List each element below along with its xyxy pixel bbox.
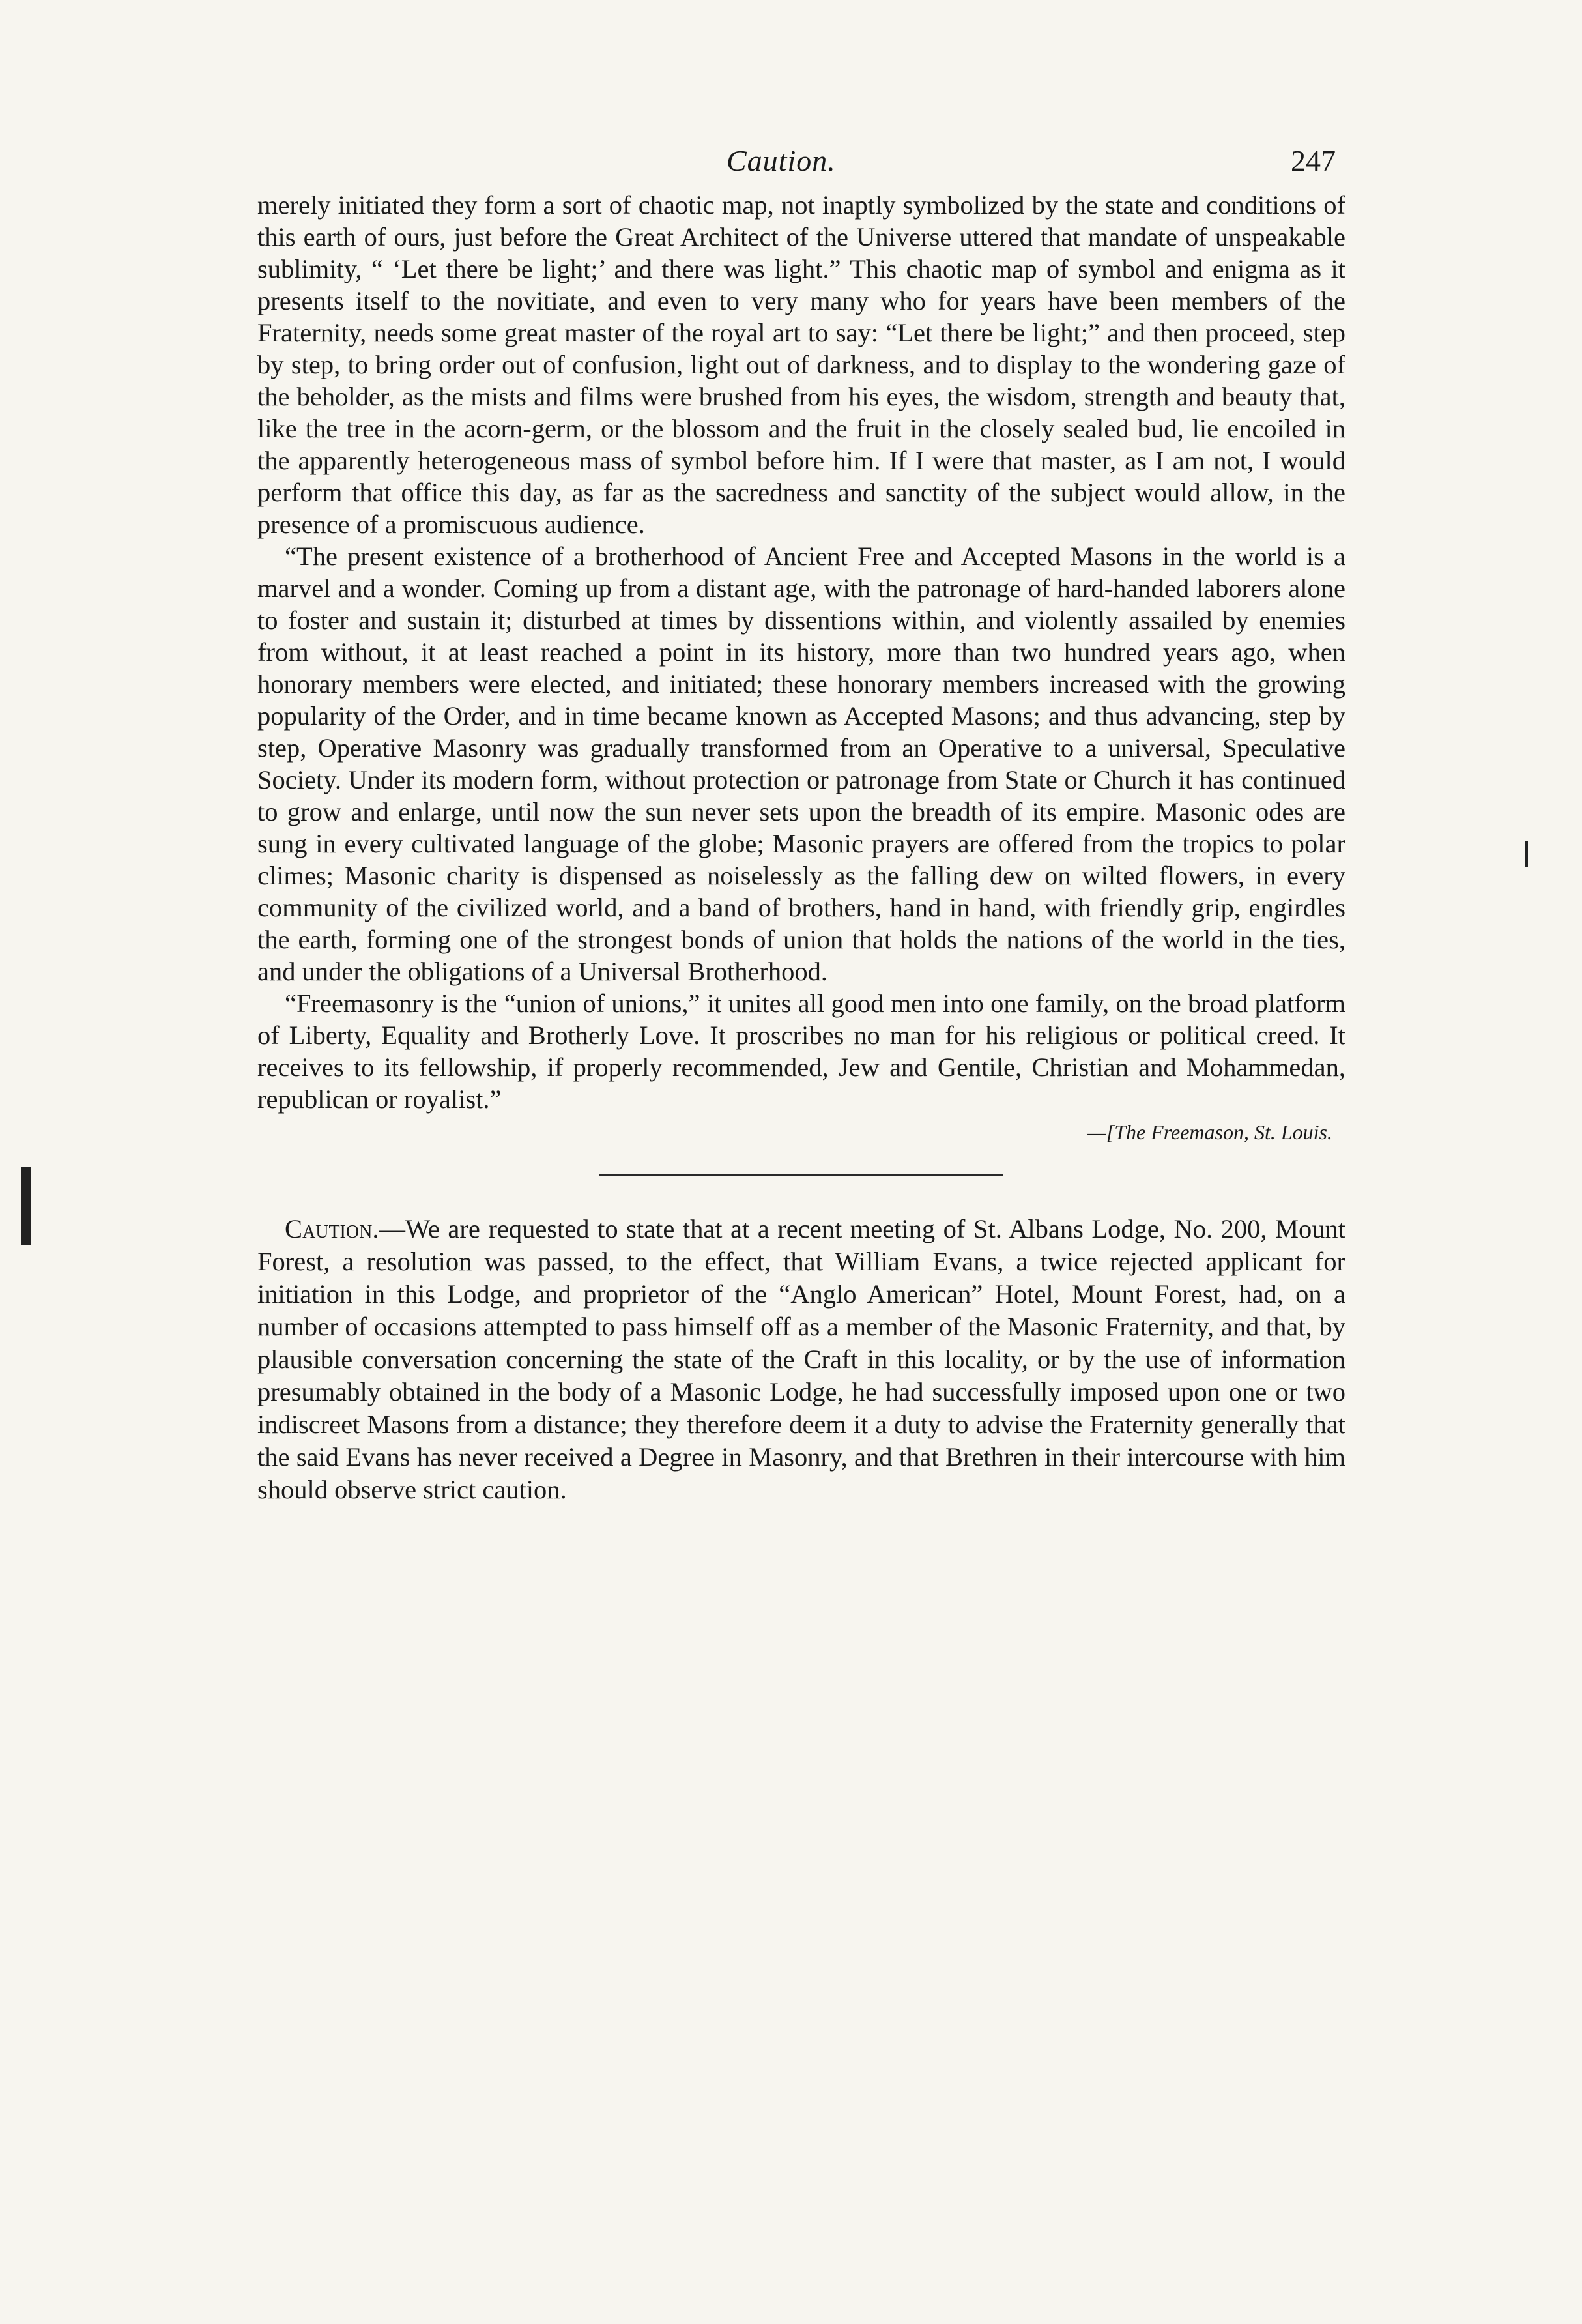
page [257,124,1345,1506]
page-header [257,124,1345,189]
scan-mark-left [21,1167,31,1245]
paragraph-2: “The present existence of a brotherhood of Ancient Free and Accepted Masons in the world is a marvel and a wonder. Coming up from a distant age, with the patronage of hard-handed laborers alone to foster and sustain it; disturbed at times by dissentions within, and violently assailed by enemies from without, it at least reached a point in its history, more than two hundred years ago, when honorary members were elected, and initiated; these honorary members increased with the growing popularity of the Order, and in time became known as Accepted Masons; and thus advancing, step by step, Operative Masonry was gradually transformed from an Operative to a universal, Speculative Society. Under its modern form, without protection or patronage from State or Church it has continued to grow and enlarge, until now the sun never sets upon the breadth of its empire. Masonic odes are sung in every cultivated language of the globe; Masonic prayers are offered from the tropics to polar climes; Masonic charity is dispensed as noiselessly as the falling dew on wilted flowers, in every community of the civilized world, and a band of brothers, hand in hand, with friendly grip, engirdles the earth, forming one of the strongest bonds of union that holds the nations of the world in the ties, and under the obligations of a Universal Brotherhood. [257,542,1345,986]
paragraph-3: “Freemasonry is the “union of unions,” it unites all good men into one family, on the broad platform of Liberty, Equality and Brotherly Love. It proscribes no man for his religious or political creed. It receives to its fellowship, if properly recommended, Jew and Gentile, Christian and Mohammedan, republican or royalist.” [257,989,1345,1114]
paragraph-1: merely initiated they form a sort of chaotic map, not inaptly symbolized by the state and conditions of this earth of ours, just before the Great Architect of the Universe uttered that mandate of unspeakable sublimity, “ ‘Let there be light;’ and there was light.” This chaotic map of symbol and enigma as it presents itself to the novitiate, and even to very many who for years have been members of the Fraternity, needs some great master of the royal art to say: “Let there be light;” and then proceed, step by step, to bring order out of confusion, light out of darkness, and to display to the wondering gaze of the beholder, as the mists and films were brushed from his eyes, the wisdom, strength and beauty that, like the tree in the acorn-germ, or the blossom and the fruit in the closely sealed bud, lie encoiled in the apparently heterogeneous mass of symbol before him. If I were that master, as I am not, I would perform that office this day, as far as the sacredness and sanctity of the subject would allow, in the presence of a promiscuous audience. [257,190,1345,539]
caution-lead: Caution. [285,1214,379,1243]
attribution: —[The Freemason, St. Louis. [1087,1120,1332,1144]
scan-mark-right [1525,841,1528,867]
running-head: Caution. [726,144,836,177]
page-number: 247 [1291,144,1336,177]
article-body [257,189,1345,1115]
caution-text: —We are requested to state that at a recent meeting of St. Albans Lodge, No. 200, Mount Forest, a resolution was passed, to the effect, that William Evans, a twice rejected applicant for initiation in this Lodge, and proprietor of the “Anglo American” Hotel, Mount Forest, had, on a number of occasions attempted to pass himself off as a member of the Masonic Fraternity, and that, by plausible conversation concerning the state of the Craft in this locality, or by the use of information presumably obtained in the body of a Masonic Lodge, he had successfully imposed upon one or two indiscreet Masons from a distance; they therefore deem it a duty to advise the Fraternity generally that the said Evans has never received a Degree in Masonry, and that Brethren in their intercourse with him should observe strict caution. [257,1214,1345,1504]
caution-notice [257,1213,1345,1506]
section-divider [599,1174,1003,1176]
